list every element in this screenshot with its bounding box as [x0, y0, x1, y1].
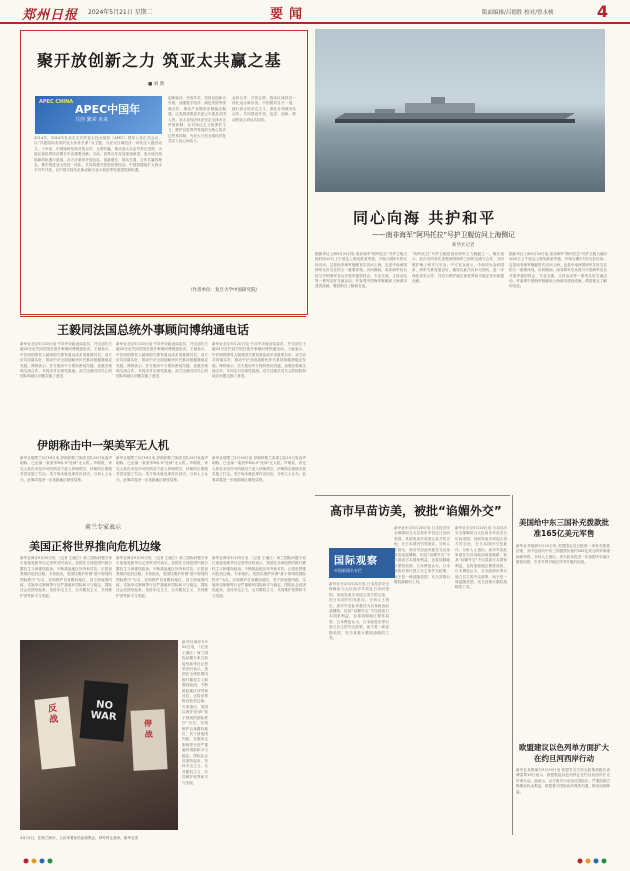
feature-headline[interactable]: 同心向海 共护和平 [353, 209, 497, 227]
eu-headline[interactable]: 欧盟建议以色列单方面扩大在约旦河西岸行动 [519, 743, 609, 763]
newspaper-logo: 郑州日报 [22, 8, 79, 23]
issue-date: 2024年5月21日 星期二 [88, 9, 153, 16]
commentary-byline: ■ 刘 典 [148, 82, 165, 87]
intl-badge-sub: 中国新闻名专栏 [334, 568, 362, 573]
commentary-headline[interactable]: 聚开放创新之力 筑亚太共赢之基 [37, 51, 282, 70]
photo-caption: 4月13日，在荷兰海牙，人们举着标语参加集会，呼吁停止战争。新华社发 [20, 836, 139, 840]
warship-icon [335, 97, 575, 131]
no-war-sign-icon: NO WAR [80, 680, 129, 742]
feature-body-col1: 据新华社上海5月20日电 南非海军“阿玛托拉”号护卫舰当地时间20日上午抵达上海吴淞某军港，开始为期5天的友好访问。这是南非海军舰艇首次访问上海，也是中南两国两军友好交往的又一重要体现。访问期间，南非海军官兵将与中国海军官兵开展甲板招待会、专业交流、文体活动等一系列友好交流活动，并参观中国海军舰艇和上海城市建设成就，增进相互了解和友谊。 [315, 252, 407, 289]
iran-headline[interactable]: 伊朗称击中一架美军无人机 [37, 439, 169, 452]
gaoshi-body-col3: 新华社东京5月20日电 日本经济安全保障担当大臣高市早苗近日访问美国，其间发表多项迎合美方的言论，在日本国内引发批评。分析人士指出，高市早苗此举意在为自身政治前途铺路，但其“谄媚外交”不仅损害日本国家利益，也将加剧地区紧张局势。日本舆论认为，日本政府应奉行独立自主的外交政策，而不是一味追随美国，充当其推行霸权战略的工具。 [455, 526, 507, 590]
america-headline[interactable]: 美国正将世界推向危机边缘 [29, 540, 161, 553]
america-body-col1: 新华社海牙5月20日电 （记者 王湘江）荷兰国际问题专家日前接受新华社记者采访时表示，美国在全球范围内推行霸权主义和强权政治，不断挑起地区冲突和对抗，正将世界推向危机边缘。专家指出，美国以维护所谓“基于规则的国际秩序”为名，实则维护自身霸权地位，其干涉他国内政、实施单边制裁等行径严重破坏国际和平与稳定。国际社会应团结起来，坚持多边主义，反对霸权主义，共同维护世界和平与发展。 [20, 556, 112, 598]
footer-color-bar [22, 858, 608, 864]
america-body-col3: 新华社海牙5月20日电 （记者 王湘江）荷兰国际问题专家日前接受新华社记者采访时表示，美国在全球范围内推行霸权主义和强权政治，不断挑起地区冲突和对抗，正将世界推向危机边缘。专家指出，美国以维护所谓“基于规则的国际秩序”为名，实则维护自身霸权地位，其干涉他国内政、实施单边制裁等行径严重破坏国际和平与稳定。国际社会应团结起来，坚持多边主义，反对霸权主义，共同维护世界和平与发展。 [212, 556, 306, 598]
wangyi-body-col1: 新华社北京5月20日电 中共中央政治局委员、外交部长王毅20日应约同法国总统外事顾问博纳通电话。王毅表示，中法两国领导人就两国关系发展达成多项重要共识，双方应共同落实好，推动中法全面战略伙伴关系持续健康稳定发展。博纳表示，法方愿同中方保持密切沟通，加强各领域交流合作，共同应对全球性挑战。双方还就共同关心的国际和地区问题交换了意见。 [20, 342, 112, 379]
america-body-col2b: 新华社海牙5月20日电 （记者 王湘江）荷兰国际问题专家日前接受新华社记者采访时表示，美国在全球范围内推行霸权主义和强权政治，不断挑起地区冲突和对抗，正将世界推向危机边缘。专家指出，美国以维护所谓“基于规则的国际秩序”为名，实则维护自身霸权地位，其干涉他国内政、实施单边制裁等行径严重破坏国际和平与稳定。国际社会应团结起来，坚持多边主义，反对霸权主义，共同维护世界和平与发展。 [182, 640, 208, 785]
commentary-body-col3: 金砖合作、开放互联，推动区域经济一体化迈出新步伐。中国愿同各方一道，践行真正的多边主义，深化各领域务实合作，共同建设开放、包容、创新、联动的亚太命运共同体。 [232, 96, 296, 122]
intl-observation-badge [329, 548, 395, 578]
america-body-col2: 新华社海牙5月20日电 （记者 王湘江）荷兰国际问题专家日前接受新华社记者采访时表示，美国在全球范围内推行霸权主义和强权政治，不断挑起地区冲突和对抗，正将世界推向危机边缘。专家指出，美国以维护所谓“基于规则的国际秩序”为名，实则维护自身霸权地位，其干涉他国内政、实施单边制裁等行径严重破坏国际和平与稳定。国际社会应团结起来，坚持多边主义，反对霸权主义，共同维护世界和平与发展。 [116, 556, 208, 598]
feature-body-col2: “阿玛托拉”号护卫舰是南非海军主力舰艇之一。舰长表示，此次访问旨在加强两国海军之间的交流与合作，共同维护海上和平与安全。中方官兵表示，中南同为金砖国家，两军关系发展良好，期待以此次访问为契机，进一步深化务实合作，共同为维护地区和世界和平稳定作出积极贡献。 [412, 252, 504, 284]
apec-graphic [35, 96, 162, 134]
protest-sign-icon: 停 战 [130, 709, 167, 771]
gaoshi-body-col1: 新华社东京5月20日电 日本经济安全保障担当大臣高市早苗近日访问美国，其间发表多项迎合美方的言论，在日本国内引发批评。分析人士指出，高市早苗此举意在为自身政治前途铺路，但其“谄媚外交”不仅损害日本国家利益，也将加剧地区紧张局势。日本舆论认为，日本政府应奉行独立自主的外交政策，而不是一味追随美国，充当其推行霸权战略的工具。 [329, 582, 389, 641]
editor-credit: 版面编辑/吕德胜 校对/曾永桢 [482, 10, 554, 16]
us-arms-body: 新华社华盛顿5月19日电 美国国会近日批准一项补充拨款法案，其中包括向中东三国提供价值约165亿美元的军事援助和军售。分析人士指出，美方此举将进一步加剧中东地区紧张局势，引发外界对地区冲突升级的担忧。 [516, 544, 610, 565]
warship-photo [315, 29, 605, 192]
commentary-body-col1: 2014年，2014年在北京召开的亚太经合组织（APEC）领导人非正式会议，以“共建面向未来的亚太伙伴关系”为主题，为亚太区域经济一体化注入强劲动力。十年来，中国始终坚持开放合作、互利共赢，推动亚太自由贸易区进程，为地区和世界经济增长作出重要贡献。当前，世界百年变局加速演进，亚太地区面临新的机遇与挑战。各方应秉持开放包容、创新增长、联动互通、合作共赢的理念，携手推进亚太经济一体化，共同构建开放型世界经济。中国将继续扩大高水平对外开放，以中国式现代化新成就为亚太和世界发展提供新机遇。 [34, 136, 162, 173]
iran-body-col1: 新华社德黑兰5月19日电 伊朗伊斯兰革命卫队19日发表声明称，已击落一架美军MQ-9“死神”无人机。声明说，该无人机在未经许可的情况下进入伊朗领空，伊朗防空系统对其实施了打击。美方尚未就此事作出回应。分析人士认为，此事或将进一步加剧地区紧张局势。 [20, 456, 112, 482]
gaoshi-body-col2: 新华社东京5月20日电 日本经济安全保障担当大臣高市早苗近日访问美国，其间发表多项迎合美方的言论，在日本国内引发批评。分析人士指出，高市早苗此举意在为自身政治前途铺路，但其“谄媚外交”不仅损害日本国家利益，也将加剧地区紧张局势。日本舆论认为，日本政府应奉行独立自主的外交政策，而不是一味追随美国，充当其推行霸权战略的工具。 [394, 526, 450, 585]
protest-photo [20, 640, 178, 830]
eu-body: 新华社布鲁塞尔5月19日电 欧盟外交与安全政策高级代表博雷利19日表示，欧盟敦促以色列停止在约旦河西岸扩大军事行动。他表示，以方相关行动违反国际法，严重损害巴勒斯坦民众利益，欧盟将与国际伙伴保持沟通，推动局势降温。 [516, 768, 610, 794]
us-arms-headline[interactable]: 美国给中东三国补充拨款批准165亿美元军售 [519, 518, 609, 538]
apec-graphic-title: APEC中国年 [75, 103, 141, 116]
commentary-body-col2: 创新驱动，开放共享。坚持以创新为引领，加强数字经济、绿色发展等领域合作，推动产业链供应链稳定畅通，让发展成果更多更公平惠及各国人民。亚太各经济体应坚定支持多边贸易体制，反对单边主义和保护主义，维护以世界贸易组织为核心的多边贸易体制，为亚太乃至全球经济复苏注入信心和动力。 [168, 96, 226, 144]
section-title: 要闻 [270, 7, 309, 22]
apec-graphic-slogan: 共创 繁荣 未来 [75, 117, 109, 123]
apec-graphic-label: APEC CHINA [39, 99, 74, 105]
wangyi-headline[interactable]: 王毅同法国总统外事顾问博纳通电话 [57, 323, 250, 337]
intl-badge-title: 国际观察 [334, 556, 378, 567]
commentary-signature: （作者单位：复旦大学中国研究院） [188, 288, 260, 293]
iran-body-col2: 新华社德黑兰5月19日电 伊朗伊斯兰革命卫队19日发表声明称，已击落一架美军MQ-9“死神”无人机。声明说，该无人机在未经许可的情况下进入伊朗领空，伊朗防空系统对其实施了打击。美方尚未就此事作出回应。分析人士认为，此事或将进一步加剧地区紧张局势。 [116, 456, 208, 482]
divider [20, 316, 306, 317]
gaoshi-headline[interactable]: 高市早苗访美，被批“谄媚外交” [330, 504, 502, 518]
feature-body-col3: 据新华社上海5月20日电 南非海军“阿玛托拉”号护卫舰当地时间20日上午抵达上海吴淞某军港，开始为期5天的友好访问。这是南非海军舰艇首次访问上海，也是中南两国两军友好交往的又一重要体现。访问期间，南非海军官兵将与中国海军官兵开展甲板招待会、专业交流、文体活动等一系列友好交流活动，并参观中国海军舰艇和上海城市建设成就，增进相互了解和友谊。 [509, 252, 607, 289]
divider [315, 495, 510, 496]
feature-subheadline: ——南非海军“阿玛托拉”号护卫舰访问上海侧记 [372, 231, 515, 239]
wangyi-body-col2: 新华社北京5月20日电 中共中央政治局委员、外交部长王毅20日应约同法国总统外事顾问博纳通电话。王毅表示，中法两国领导人就两国关系发展达成多项重要共识，双方应共同落实好，推动中法全面战略伙伴关系持续健康稳定发展。博纳表示，法方愿同中方保持密切沟通，加强各领域交流合作，共同应对全球性挑战。双方还就共同关心的国际和地区问题交换了意见。 [116, 342, 208, 379]
page-number: 4 [597, 2, 609, 21]
america-kicker: 荷兰专家表示 [85, 524, 122, 531]
feature-byline: 新华社记者 [452, 243, 475, 248]
divider [512, 495, 513, 835]
iran-body-col3: 新华社德黑兰5月19日电 伊朗伊斯兰革命卫队19日发表声明称，已击落一架美军MQ-9“死神”无人机。声明说，该无人机在未经许可的情况下进入伊朗领空，伊朗防空系统对其实施了打击。美方尚未就此事作出回应。分析人士认为，此事或将进一步加剧地区紧张局势。 [212, 456, 306, 482]
protest-sign-icon: 反 战 [34, 696, 75, 769]
wangyi-body-col3: 新华社北京5月20日电 中共中央政治局委员、外交部长王毅20日应约同法国总统外事顾问博纳通电话。王毅表示，中法两国领导人就两国关系发展达成多项重要共识，双方应共同落实好，推动中法全面战略伙伴关系持续健康稳定发展。博纳表示，法方愿同中方保持密切沟通，加强各领域交流合作，共同应对全球性挑战。双方还就共同关心的国际和地区问题交换了意见。 [212, 342, 306, 379]
